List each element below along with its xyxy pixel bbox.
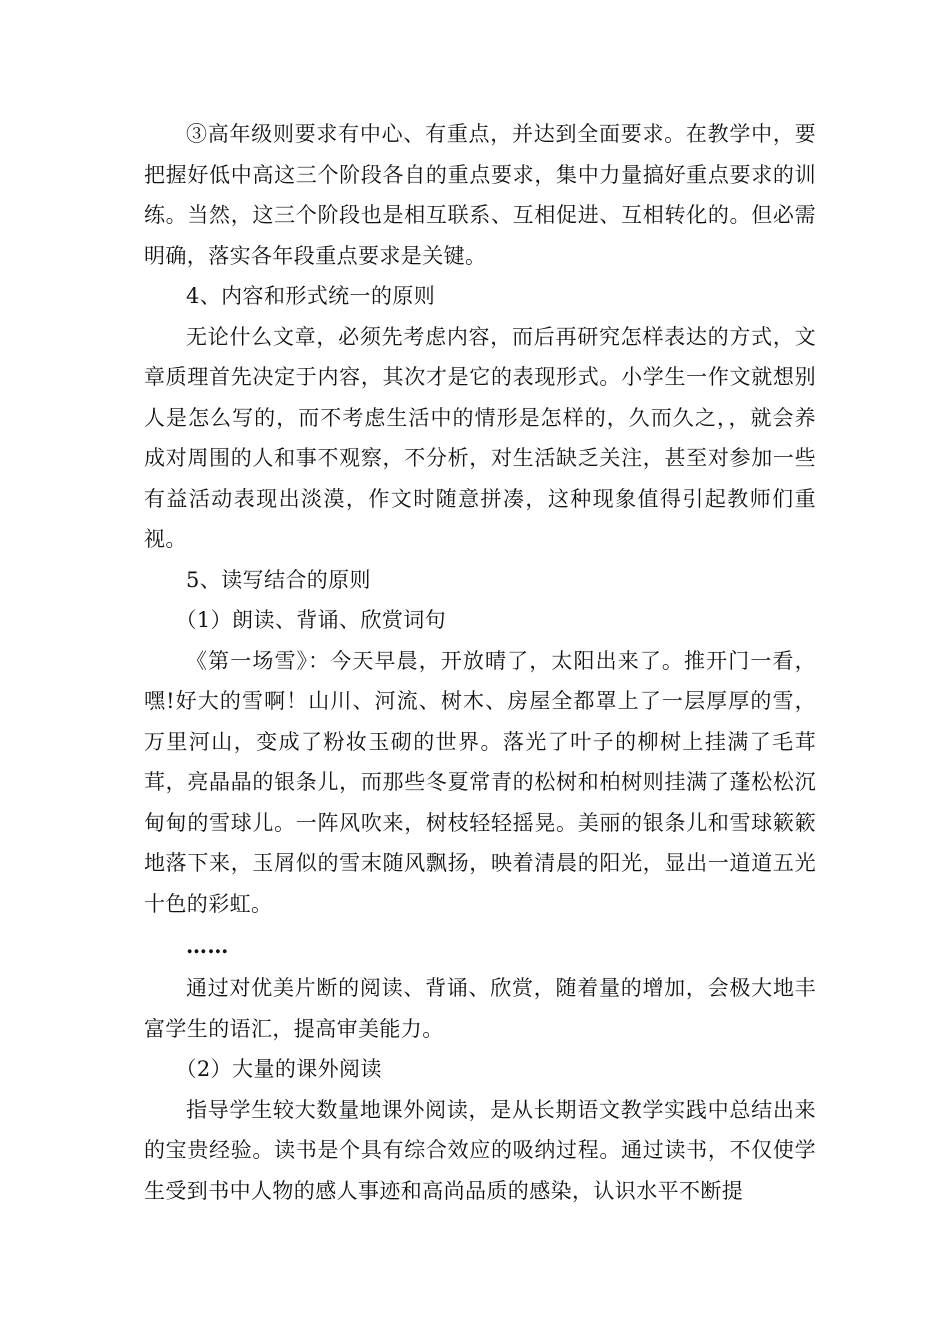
paragraph-senior-grade-requirements: ③高年级则要求有中心、有重点，并达到全面要求。在教学中，要把握好低中高这三个阶段各自的重点要求，集中力量搞好重点要求的训练。当然，这三个阶段也是相互联系、互相促进、互相转化的。但必需明确，落实各年段重点要求是关键。	[144, 122, 816, 268]
section-heading-reading-writing-principle: 5、读写结合的原则	[186, 567, 371, 592]
document-body	[144, 114, 816, 1211]
subheading-extracurricular-reading: （2）大量的课外阅读	[175, 1057, 382, 1081]
paragraph-reading-benefits: 通过对优美片断的阅读、背诵、欣赏，随着量的增加，会极大地丰富学生的语汇，提高审美能力。	[144, 976, 816, 1041]
section-heading-content-form-principle: 4、内容和形式统一的原则	[186, 284, 436, 308]
paragraph-content-form: 无论什么文章，必须先考虑内容，而后再研究怎样表达的方式，文章质理首先决定于内容，其次才是它的表现形式。小学生一作文就想别人是怎么写的，而不考虑生活中的情形是怎样的，久而久之，，就会养成对周围的人和事不观察，不分析，对生活缺乏关注，甚至对参加一些有益活动表现出淡漠，作文时随意拼凑，这种现象值得引起教师们重视。	[144, 324, 816, 551]
subheading-recite-appreciate: （1）朗读、背诵、欣赏词句	[175, 608, 447, 632]
paragraph-extracurricular-reading: 指导学生较大数量地课外阅读，是从长期语文教学实践中总结出来的宝贵经验。读书是个具有综合效应的吸纳过程。通过读书，不仅使学生受到书中人物的感人事迹和高尚品质的感染，认识水平不断提	[144, 1097, 816, 1203]
paragraph-first-snow-excerpt: 《第一场雪》：今天早晨，开放晴了，太阳出来了。推开门一看，嘿!好大的雪啊！山川、河流、树木、房屋全都罩上了一层厚厚的雪，万里河山，变成了粉妆玉砌的世界。落光了叶子的柳树上挂满了毛茸茸，亮晶晶的银条儿，而那些冬夏常青的松树和柏树则挂满了蓬松松沉甸甸的雪球儿。一阵风吹来，树枝轻轻摇晃。美丽的银条儿和雪球簌簌地落下来，玉屑似的雪末随风飘扬，映着清晨的阳光，显出一道道五光十色的彩虹。	[144, 648, 816, 916]
excerpt-ellipsis: ……	[186, 933, 229, 958]
